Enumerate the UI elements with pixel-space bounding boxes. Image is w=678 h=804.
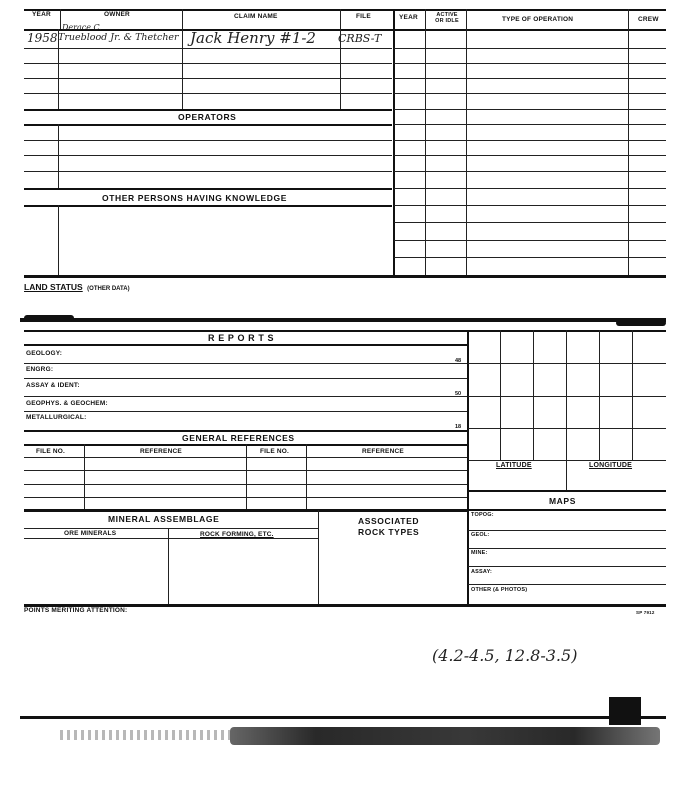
report-row-geophys: GEOPHYS. & GEOCHEM: [26, 400, 108, 407]
report-row-metallurgical: METALLURGICAL: [26, 414, 87, 421]
longitude-label: LONGITUDE [589, 462, 633, 469]
form-number: SP 7912 [636, 610, 655, 615]
maps-row-assay: ASSAY: [471, 569, 493, 575]
scan-smudge-left [24, 315, 74, 321]
associated-label: ASSOCIATED [358, 516, 420, 526]
header-file: FILE [356, 13, 371, 20]
ore-minerals-label: ORE MINERALS [64, 530, 117, 537]
land-status [24, 277, 130, 295]
rock-types-label: ROCK TYPES [358, 527, 420, 537]
gr-header-reference-1: REFERENCE [140, 448, 182, 455]
header-claim-name: CLAIM NAME [234, 13, 278, 20]
general-references-title: GENERAL REFERENCES [182, 433, 295, 443]
entry-owner-line1: Derace C. [62, 23, 102, 32]
mineral-assemblage-title: MINERAL ASSEMBLAGE [108, 514, 220, 524]
header-year: YEAR [32, 11, 51, 18]
operators-title: OPERATORS [178, 112, 237, 122]
latitude-label: LATITUDE [496, 462, 532, 469]
land-status-label: LAND STATUS [24, 282, 83, 292]
handwritten-coordinates-note: (4.2-4.5, 12.8-3.5) [432, 646, 578, 665]
scan-noise-band [230, 727, 660, 745]
scan-black-block [609, 697, 641, 725]
report-num-assay: 50 [455, 391, 462, 397]
gr-header-file-no-2: FILE NO. [260, 448, 290, 455]
land-status-sub: (OTHER DATA) [87, 286, 130, 292]
entry-owner-line2: Trueblood Jr. & Thetcher [58, 32, 179, 43]
report-row-geology: GEOLOGY: [26, 350, 63, 357]
header-type-of-operation: TYPE OF OPERATION [502, 16, 574, 23]
report-row-engrg: ENGRG: [26, 366, 54, 373]
scan-edge-line [20, 716, 666, 719]
gr-header-reference-2: REFERENCE [362, 448, 404, 455]
entry-file: CRBS-T [338, 32, 382, 45]
maps-row-mine: MINE: [471, 550, 488, 556]
points-meriting-attention: POINTS MERITING ATTENTION: [24, 607, 128, 614]
rock-forming-label: ROCK FORMING, ETC. [200, 531, 274, 538]
maps-title: MAPS [549, 496, 576, 506]
scan-smudge-right [616, 320, 666, 326]
header-active-idle: ACTIVE OR IDLE [435, 12, 459, 24]
report-num-geology: 48 [455, 358, 462, 364]
scan-smudge-line [20, 318, 666, 322]
maps-row-other: OTHER (& PHOTOS) [471, 587, 528, 593]
header-owner: OWNER [104, 11, 130, 18]
header-crew: CREW [638, 16, 659, 23]
entry-claim-name: Jack Henry #1-2 [190, 29, 316, 47]
maps-row-geol: GEOL: [471, 532, 490, 538]
report-num-metallurgical: 18 [455, 424, 462, 430]
scan-noise-speckle [60, 730, 230, 740]
report-row-assay: ASSAY & IDENT: [26, 382, 80, 389]
header-year-2: YEAR [399, 14, 418, 21]
entry-year: 1958 [27, 31, 58, 45]
gr-header-file-no-1: FILE NO. [36, 448, 66, 455]
reports-title: R E P O R T S [208, 333, 275, 343]
other-persons-title: OTHER PERSONS HAVING KNOWLEDGE [102, 193, 288, 203]
maps-row-topog: TOPOG: [471, 512, 494, 518]
